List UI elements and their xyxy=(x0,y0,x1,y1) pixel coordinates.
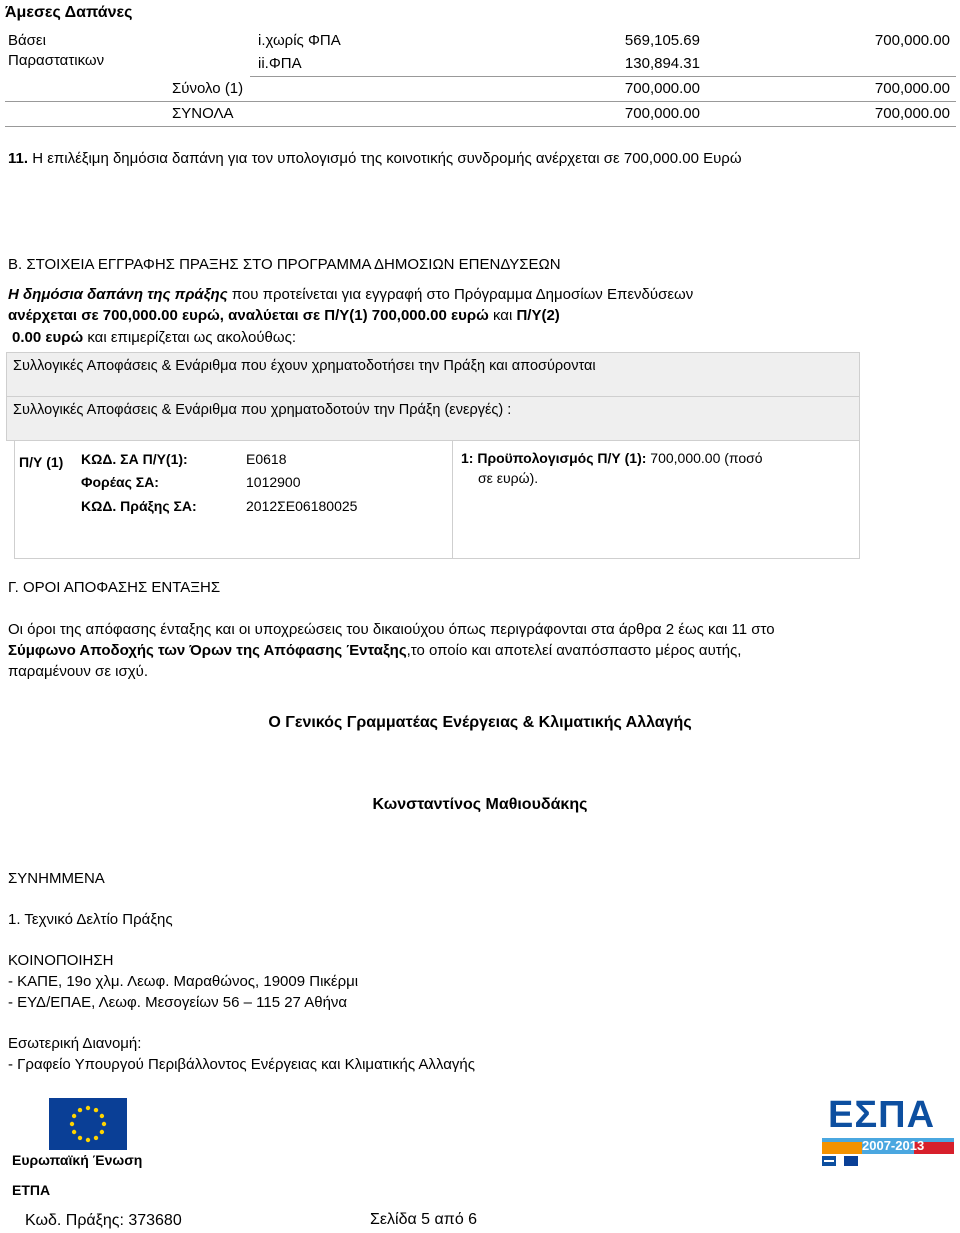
distribution-item: - Γραφείο Υπουργού Περιβάλλοντος Ενέργειας και Κλιματικής Αλλαγής xyxy=(8,1056,475,1073)
signatory-title: Ο Γενικός Γραμματέας Ενέργειας & Κλιματικής Αλλαγής xyxy=(268,714,692,731)
point-number: 11. xyxy=(8,150,29,167)
budget-text xyxy=(461,450,763,466)
column-divider xyxy=(452,440,453,558)
espa-years: 2007-2013 xyxy=(862,1138,925,1153)
section-b-paragraph-line2 xyxy=(8,307,560,324)
active-decisions-box xyxy=(6,396,860,441)
paragraph-text: , αναλύεται σε xyxy=(219,307,325,324)
page-number: Σελίδα 5 από 6 xyxy=(370,1211,478,1228)
attachment-item: 1. Τεχνικό Δελτίο Πράξης xyxy=(8,911,173,928)
paragraph-text: και xyxy=(488,307,517,324)
notification-heading: ΚΟΙΝΟΠΟΙΗΣΗ xyxy=(8,952,114,969)
budget-value: 700,000.00 (ποσό xyxy=(646,450,763,466)
eu-flag-icon xyxy=(49,1098,127,1150)
budget-line-label: Π/Υ (1) xyxy=(19,454,64,470)
costs-row-label: Βάσει xyxy=(8,32,46,49)
attachments-heading: ΣΥΝΗΜΜΕΝΑ xyxy=(8,870,105,887)
item1-label: i.χωρίς ΦΠΑ xyxy=(258,32,341,49)
amount-text: Π/Υ(1) 700,000.00 ευρώ xyxy=(324,307,489,324)
signatory-name: Κωνσταντίνος Μαθιουδάκης xyxy=(372,796,588,813)
divider xyxy=(5,101,956,102)
active-decisions-label: Συλλογικές Αποφάσεις & Ενάριθμα που χρηματοδοτούν την Πράξη (ενεργές) : xyxy=(13,402,512,418)
notification-item: - ΚΑΠΕ, 19ο χλμ. Λεωφ. Μαραθώνος, 19009 Πικέρμι xyxy=(8,973,359,990)
notification-item: - ΕΥΔ/ΕΠΑΕ, Λεωφ. Μεσογείων 56 – 115 27 Αθήνα xyxy=(8,994,348,1011)
budget-value-continued: σε ευρώ). xyxy=(478,470,539,486)
item1-value-b: 700,000.00 xyxy=(874,32,950,49)
amount-text: 0.00 ευρώ xyxy=(12,329,84,346)
paragraph-text: ,το οποίο και αποτελεί αναπόσπαστο μέρος αυτής, xyxy=(406,642,742,659)
amount-text: Π/Υ(2) xyxy=(516,307,560,324)
espa-logo xyxy=(822,1094,954,1166)
erdf-label: ΕΤΠΑ xyxy=(12,1182,51,1198)
total-value-a: 700,000.00 xyxy=(624,105,700,122)
costs-heading: Άμεσες Δαπάνες xyxy=(5,4,133,21)
divider xyxy=(250,76,956,77)
eu-label: Ευρωπαϊκή Ένωση xyxy=(12,1152,143,1168)
distribution-heading: Εσωτερική Διανομή: xyxy=(8,1035,142,1052)
section-c-line2 xyxy=(8,642,741,659)
section-c-line3: παραμένουν σε ισχύ. xyxy=(8,663,149,680)
emphasis-text: Η δημόσια δαπάνη της πράξης xyxy=(8,286,228,303)
code-value: Ε0618 xyxy=(246,451,287,467)
divider xyxy=(5,126,956,127)
point-text: Η επιλέξιμη δημόσια δαπάνη για τον υπολογισμό της κοινοτικής συνδρομής ανέρχεται σε 700,000.00 Ευρώ xyxy=(28,150,742,167)
point-11 xyxy=(8,150,742,167)
act-code-value: 2012ΣΕ06180025 xyxy=(246,498,358,514)
subtotal-label: Σύνολο (1) xyxy=(172,80,244,97)
eu-flag-logo xyxy=(49,1098,127,1150)
section-b-paragraph-line3 xyxy=(12,329,296,346)
subtotal-value-b: 700,000.00 xyxy=(874,80,950,97)
amount-text: ανέρχεται σε 700,000.00 ευρώ xyxy=(8,307,220,324)
total-value-b: 700,000.00 xyxy=(874,105,950,122)
section-c-heading: Γ. ΟΡΟΙ ΑΠΟΦΑΣΗΣ ΕΝΤΑΞΗΣ xyxy=(8,579,221,596)
item1-value-a: 569,105.69 xyxy=(624,32,700,49)
paragraph-text: που προτείνεται για εγγραφή στο Πρόγραμμα Δημοσίων Επενδύσεων xyxy=(227,286,694,303)
withdrawn-decisions-box xyxy=(6,352,860,397)
section-b-paragraph-line1 xyxy=(8,286,693,303)
espa-logo-text: ΕΣΠΑ xyxy=(828,1094,936,1136)
withdrawn-decisions-label: Συλλογικές Αποφάσεις & Ενάριθμα που έχουν χρηματοδοτήσει την Πράξη και αποσύρονται xyxy=(13,358,596,374)
section-b-heading: Β. ΣΤΟΙΧΕΙΑ ΕΓΓΡΑΦΗΣ ΠΡΑΞΗΣ ΣΤΟ ΠΡΟΓΡΑΜΜΑ ΔΗΜΟΣΙΩΝ ΕΠΕΝΔΥΣΕΩΝ xyxy=(8,256,561,273)
total-label: ΣΥΝΟΛΑ xyxy=(172,105,234,122)
subtotal-value-a: 700,000.00 xyxy=(624,80,700,97)
costs-row-label-2: Παραστατικων xyxy=(8,52,105,69)
agreement-title: Σύμφωνο Αποδοχής των Όρων της Απόφασης Ένταξης xyxy=(8,642,407,659)
body-label: Φορέας ΣΑ: xyxy=(81,474,159,490)
section-c-line1: Οι όροι της απόφασης ένταξης και οι υποχρεώσεις του δικαιούχου όπως περιγράφονται στα άρθρα 2 έως και 11 στο xyxy=(8,621,775,638)
code-label: ΚΩΔ. ΣΑ Π/Υ(1): xyxy=(81,451,188,467)
act-code-label: ΚΩΔ. Πράξης ΣΑ: xyxy=(81,498,197,514)
act-code-footer: Κωδ. Πράξης: 373680 xyxy=(25,1212,182,1229)
body-value: 1012900 xyxy=(246,474,301,490)
funding-detail-box xyxy=(14,440,860,559)
item2-label: ii.ΦΠΑ xyxy=(258,55,302,72)
item2-value-a: 130,894.31 xyxy=(624,55,700,72)
paragraph-text: και επιμερίζεται ως ακολούθως: xyxy=(83,329,296,346)
budget-label: 1: Προϋπολογισμός Π/Υ (1): xyxy=(461,450,647,466)
